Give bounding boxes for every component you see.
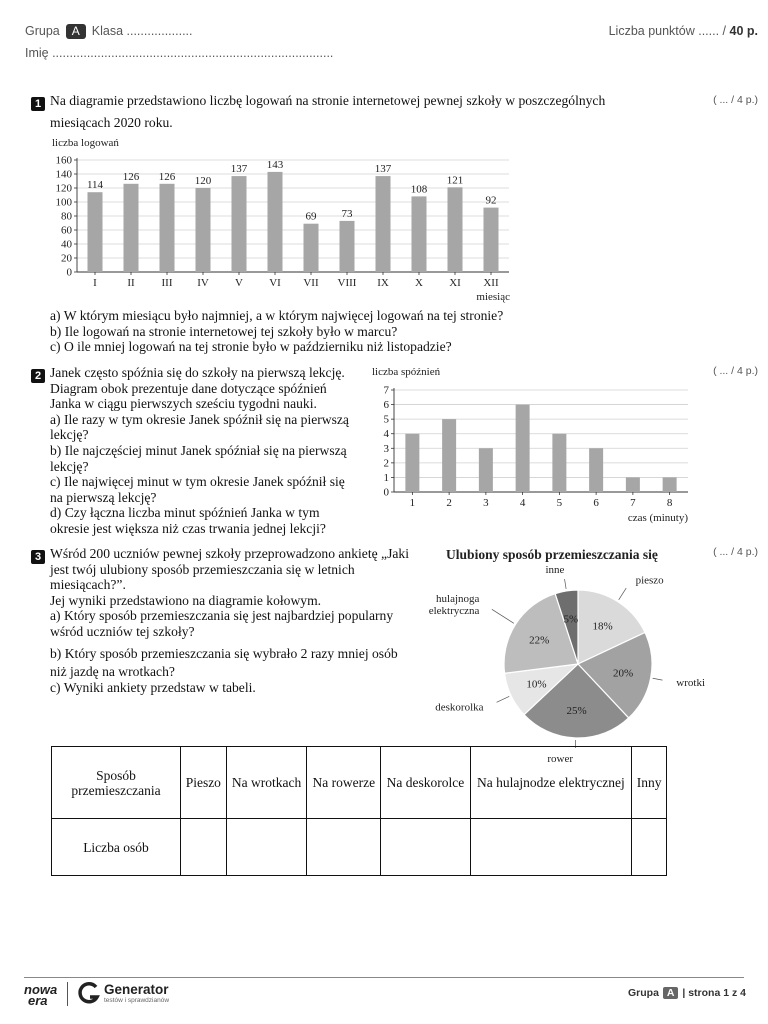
bar: [196, 188, 211, 272]
q2-question-c: c) Ile najwięcej minut w tym okresie Janek spóźnił się: [50, 474, 345, 490]
bar: [405, 434, 419, 492]
table-data-row: [52, 819, 667, 876]
q3-points: ( ... / 4 p.): [713, 546, 758, 558]
answer-table: [51, 746, 667, 876]
pie-leader-line: [653, 678, 663, 680]
bar: [448, 187, 463, 272]
bar: [412, 196, 427, 272]
q1-number: 1: [31, 94, 45, 112]
answer-cell-deskorolka[interactable]: [381, 819, 470, 876]
pie-category-label: wrotki: [676, 676, 706, 689]
y-tick-label: 60: [61, 224, 72, 237]
q3-text-line: Jej wyniki przedstawiono na diagramie kołowym.: [50, 592, 322, 608]
bar: [552, 434, 566, 492]
transport-pie-chart: [428, 540, 706, 765]
x-tick-label: VI: [269, 277, 281, 289]
answer-cell-wrotki[interactable]: [226, 819, 307, 876]
x-tick-label: 3: [483, 497, 489, 509]
pie-value-label: 5%: [563, 613, 579, 626]
table-header-cell: Pieszo: [181, 747, 227, 819]
bar: [376, 176, 391, 272]
x-tick-label: XII: [483, 277, 499, 289]
x-tick-label: IV: [197, 277, 209, 289]
x-tick-label: VII: [303, 277, 319, 289]
group-badge: A: [66, 24, 86, 39]
answer-cell-pieszo[interactable]: [181, 819, 227, 876]
y-tick-label: 1: [383, 471, 389, 484]
q1-question-b: b) Ile logowań na stronie internetowej tej szkoły było w marcu?: [50, 323, 398, 339]
bar: [160, 184, 175, 272]
lateness-bar-chart: [360, 364, 700, 528]
x-tick-label: IX: [377, 277, 389, 289]
table-header-cell: Na deskorolce: [381, 747, 470, 819]
bar: [663, 477, 677, 492]
bar-value-label: 120: [194, 175, 212, 187]
y-tick-label: 0: [383, 486, 389, 499]
y-axis-label: liczba logowań: [52, 137, 119, 149]
x-tick-label: XI: [449, 277, 461, 289]
y-tick-label: 160: [55, 154, 72, 167]
x-tick-label: III: [161, 277, 173, 289]
pie-leader-line: [492, 609, 514, 623]
q1-question-a: a) W którym miesiącu było najmniej, a w którym najwięcej logowań na tej stronie?: [50, 308, 504, 323]
x-tick-label: 1: [409, 497, 416, 509]
name-field: Imię .................................................................................: [25, 46, 334, 60]
footer-page-number: | strona 1 z 4: [682, 987, 746, 999]
header-group: [25, 24, 193, 39]
bar: [88, 192, 103, 272]
pie-leader-line: [565, 579, 567, 589]
q1-points: ( ... / 4 p.): [713, 94, 758, 106]
table-header-cell: Na wrotkach: [226, 747, 307, 819]
answer-cell-inne[interactable]: [632, 819, 667, 876]
q1-text: [50, 93, 605, 130]
bar-value-label: 92: [485, 194, 497, 207]
pie-category-label: deskorolka: [435, 701, 484, 714]
bar-value-label: 114: [86, 179, 104, 192]
pie-leader-line: [619, 588, 627, 600]
q3-text-line: Wśród 200 uczniów pewnej szkoły przeprowadzono ankietę „Jaki: [50, 546, 409, 561]
pie-value-label: 22%: [529, 634, 550, 647]
table-row-label: Liczba osób: [52, 819, 181, 876]
y-tick-label: 6: [383, 399, 389, 412]
footer-divider: [24, 977, 744, 978]
y-tick-label: 120: [55, 182, 72, 195]
pie-title: Ulubiony sposób przemieszczania się: [446, 547, 658, 562]
q2-text-line: lekcję?: [50, 427, 89, 443]
q3-text-line: miesiącach?”.: [50, 577, 126, 593]
q3-number: 3: [31, 547, 45, 565]
q1-text-line: Na diagramie przedstawiono liczbę logowań na stronie internetowej pewnej szkoły w poszczególnych: [50, 93, 606, 108]
class-field: Klasa ...................: [91, 24, 193, 38]
bar-value-label: 73: [341, 207, 353, 220]
brand-top: nowa: [24, 982, 58, 997]
q3-question-a: a) Który sposób przemieszczania się jest najbardziej popularny: [50, 608, 394, 624]
bar-value-label: 69: [305, 210, 317, 223]
nowa-era-logo: [24, 984, 60, 1006]
q2-text-line: Janka w ciągu pierwszych sześciu tygodni nauki.: [50, 396, 317, 412]
bar: [442, 419, 456, 492]
points-total: 40 p.: [729, 24, 758, 38]
footer-separator: [67, 982, 68, 1006]
bar-value-label: 143: [266, 158, 284, 171]
bar: [268, 172, 283, 272]
x-tick-label: X: [415, 277, 423, 289]
footer-group-label: Grupa: [628, 987, 659, 999]
q3-text: [50, 546, 409, 695]
bar-value-label: 126: [122, 170, 140, 183]
q2-text-line: lekcję?: [50, 458, 89, 474]
q2-question-d: d) Czy łączna liczba minut spóźnień Janka w tym: [50, 505, 320, 521]
bar: [516, 405, 530, 492]
table-header-row: [52, 747, 667, 819]
y-tick-label: 4: [383, 428, 389, 441]
q3-text-line: jest twój ulubiony sposób przemieszczania się w letnich: [50, 561, 355, 577]
generator-title: Generator: [104, 982, 169, 997]
q2-question-b: b) Ile najczęściej minut Janek spóźniał się na pierwszą: [50, 442, 347, 458]
footer-group-badge: A: [663, 987, 679, 999]
generator-logo-icon: [77, 981, 101, 1007]
pie-value-label: 20%: [612, 667, 634, 680]
y-tick-label: 7: [383, 384, 389, 397]
table-row-label: Sposób przemieszczania: [52, 747, 181, 819]
pie-category-label: elektryczna: [428, 604, 480, 617]
answer-cell-rower[interactable]: [307, 819, 381, 876]
q2-points: ( ... / 4 p.): [713, 365, 758, 377]
answer-cell-hulajnoga[interactable]: [470, 819, 632, 876]
pie-category-label: rower: [547, 752, 574, 765]
x-tick-label: VIII: [337, 277, 357, 289]
generator-subtitle: testów i sprawdzianów: [104, 997, 170, 1004]
q1-text-line: miesiącach 2020 roku.: [50, 114, 173, 130]
pie-value-label: 10%: [526, 678, 547, 691]
q2-text-line: Janek często spóźnia się do szkoły na pierwszą lekcję.: [50, 365, 345, 380]
pie-value-label: 18%: [592, 620, 613, 633]
x-tick-label: 6: [593, 497, 599, 509]
x-tick-label: 4: [519, 497, 526, 509]
bar: [340, 221, 355, 272]
table-header-cell: Inny: [632, 747, 667, 819]
q2-text-line: okresie jest większa niż czas trwania jednej lekcji?: [50, 520, 326, 536]
q2-text: [50, 365, 349, 537]
pie-category-label: hulajnoga: [436, 592, 480, 605]
table-header-cell: Na hulajnodze elektrycznej: [470, 747, 632, 819]
bar-value-label: 137: [230, 163, 248, 176]
q2-text-line: na pierwszą lekcję?: [50, 489, 157, 505]
q2-text-line: Diagram obok prezentuje dane dotyczące spóźnień: [50, 380, 327, 396]
pie-value-label: 25%: [566, 704, 587, 717]
q3-question-c: c) Wyniki ankiety przedstaw w tabeli.: [50, 679, 256, 695]
x-tick-label: 7: [630, 497, 636, 509]
q3-question-b: b) Który sposób przemieszczania się wybrało 2 razy mniej osób: [50, 645, 398, 661]
x-tick-label: I: [93, 277, 97, 289]
group-label: Grupa: [25, 24, 60, 38]
points-label: Liczba punktów ...... /: [608, 24, 727, 38]
pie-leader-line: [497, 696, 510, 702]
x-tick-label: 2: [446, 497, 452, 509]
q3-text-line: wśród uczniów tej szkoły?: [50, 623, 195, 639]
x-axis-label: miesiąc: [476, 291, 510, 303]
q3-text-line: niż jazdę na wrotkach?: [50, 664, 175, 680]
header-points: [609, 24, 758, 38]
x-tick-label: 8: [666, 497, 673, 509]
x-tick-label: II: [127, 277, 135, 289]
q2-number: 2: [31, 366, 45, 384]
bar: [626, 477, 640, 492]
y-tick-label: 80: [61, 210, 72, 223]
brand-bottom: era: [28, 993, 48, 1008]
x-tick-label: V: [235, 277, 243, 289]
q2-question-a: a) Ile razy w tym okresie Janek spóźnił się na pierwszą: [50, 411, 349, 427]
x-tick-label: 5: [556, 497, 563, 509]
y-tick-label: 2: [383, 457, 389, 470]
y-tick-label: 40: [61, 238, 72, 251]
bar: [484, 208, 499, 272]
bar: [589, 448, 603, 492]
q1-question-c: c) O ile mniej logowań na tej stronie było w październiku niż listopadzie?: [50, 339, 452, 355]
bar-value-label: 121: [446, 174, 464, 187]
y-tick-label: 100: [55, 196, 72, 209]
y-tick-label: 140: [55, 168, 72, 181]
table-header-cell: Na rowerze: [307, 747, 381, 819]
bar: [479, 448, 493, 492]
y-tick-label: 20: [61, 252, 72, 265]
bar-value-label: 126: [158, 170, 176, 183]
pie-category-label: inne: [545, 564, 565, 577]
bar-value-label: 137: [374, 163, 392, 176]
footer-page-info: [628, 987, 746, 999]
y-tick-label: 0: [66, 266, 72, 279]
y-tick-label: 3: [383, 442, 389, 455]
bar-value-label: 108: [410, 183, 428, 196]
bar: [124, 184, 139, 272]
pie-category-label: pieszo: [635, 574, 664, 587]
y-axis-label: liczba spóźnień: [372, 366, 441, 378]
logins-bar-chart: [40, 134, 520, 304]
bar: [232, 176, 247, 272]
bar: [304, 224, 319, 272]
x-axis-label: czas (minuty): [627, 512, 688, 524]
y-tick-label: 5: [383, 413, 389, 426]
q1-questions: [50, 308, 503, 355]
